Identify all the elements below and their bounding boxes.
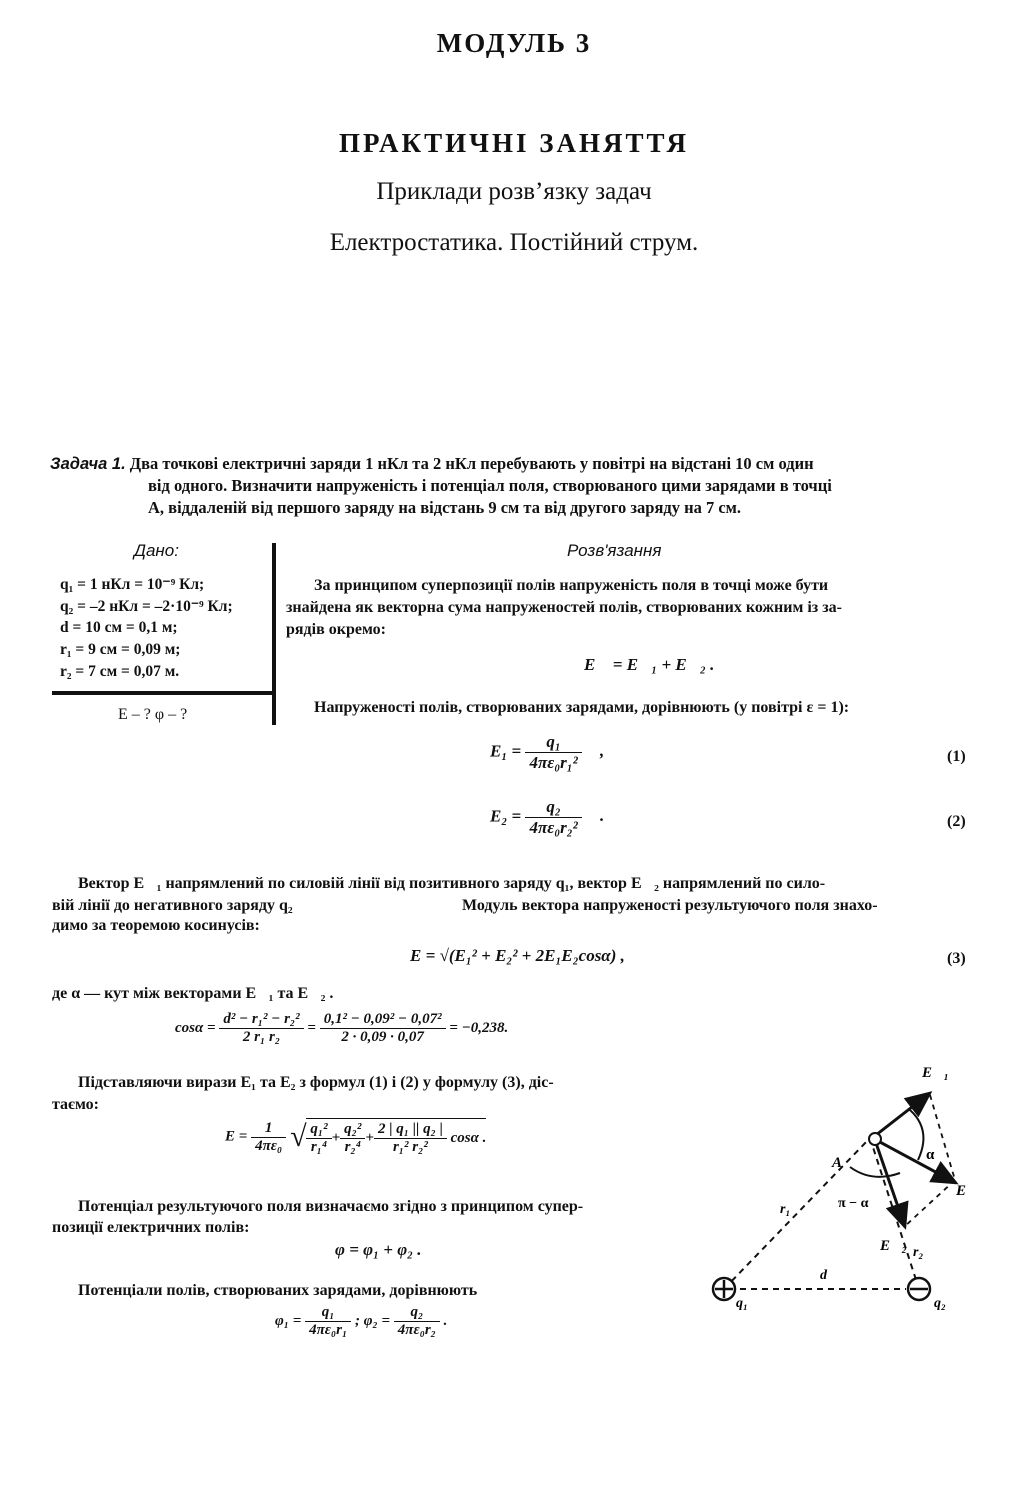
label-a: A [832,1155,843,1171]
equation-cos [175,1011,508,1046]
solution-p3-line1: Вектор E⃗₁ напрямлений по силовій лінії від позитивного заряду q₁, вектор E⃗₂ напрямлений по сило- [78,875,826,892]
eE-c-den: r₁² r₂² [392,1139,428,1155]
eE-term-b [340,1121,365,1156]
eE-term-c [374,1121,447,1156]
phi1-num: q₁ [305,1304,351,1322]
given-r1: r₁ = 9 см = 0,09 м; [60,641,181,658]
cos-result: = −0,238. [449,1019,509,1036]
solution-p5-line2: таємо: [52,1096,99,1113]
cos-lhs: cosα = [175,1019,216,1036]
label-pi-alpha: π − α [838,1196,869,1211]
given-find: E – ? φ – ? [118,706,188,723]
point-a [869,1133,881,1145]
equation-phi-sum: φ = φ₁ + φ₂ . [335,1240,422,1259]
cos-num-2: 0,1² − 0,09² − 0,07² [320,1011,446,1029]
e2-denominator: 4πε₀r₂² [529,818,578,837]
eq-number-1: (1) [947,748,966,765]
solution-p1-line3: рядів окремо: [286,621,386,638]
solution-p1-line1: За принципом суперпозиції полів напруженість поля в точці може бути [314,577,829,594]
e2-fraction [525,797,581,838]
equation-e1 [490,732,604,773]
cos-fraction-1 [219,1011,303,1046]
e1-tail: , [600,741,605,761]
r1-line [724,1138,870,1289]
phi2-fraction [394,1304,440,1339]
solution-p4: де α — кут між векторами E⃗₁ та E⃗₂ . [52,985,334,1002]
eq-number-3: (3) [947,950,966,967]
phi2-num: q₂ [394,1304,440,1322]
eE-prefactor-den: 4πε₀ [255,1137,283,1154]
parallelogram-side-1 [930,1095,955,1180]
solution-p1-line2: знайдена як векторна сума напруженостей полів, створюваних кожним із за- [286,599,842,616]
given-d: d = 10 см = 0,1 м; [60,619,178,636]
given-r2: r₂ = 7 см = 0,07 м. [60,663,180,680]
equation-e-result [225,1118,486,1156]
equation-e2 [490,797,604,838]
sqrt-icon: √ [289,1120,307,1153]
eE-lhs: E = [225,1128,248,1145]
eE-tail: cosα . [450,1129,487,1146]
eE-b-num: q₂² [340,1121,365,1139]
e1-fraction [525,732,581,773]
e1-lhs: E₁ = [490,741,522,761]
task-statement [50,453,980,519]
solution-p3-line2a: вій лінії до негативного заряду q₂ [52,897,293,914]
given-q2: q₂ = –2 нКл = –2·10⁻⁹ Кл; [60,598,233,615]
eE-c-num: 2 | q₁ || q₂ | [374,1121,447,1139]
eE-prefactor-num: 1 [251,1120,286,1138]
topic-title: Електростатика. Постійний струм. [329,229,699,256]
phi-tail: . [443,1312,448,1329]
phi1-lhs: φ₁ = [275,1312,302,1329]
e1-numerator: q₁ [525,732,581,753]
cos-den-2: 2 · 0,09 · 0,07 [341,1029,424,1045]
given-q1: q₁ = 1 нКл = 10⁻⁹ Кл; [60,576,205,593]
eE-radicand: $\frac{\text{q₁²}}{\text{r₁⁴}}$ + $\frac{\text{q₂²}}{\text{r₂⁴}}$ + $\frac{\text{2 | q₁ || q₂ |}}{\text{r₁² r₂²}}$ cosα . [306,1118,486,1156]
cos-den-1: 2 r₁ r₂ [242,1029,281,1045]
cos-mid: = [307,1019,316,1036]
phi1-den: 4πε₀r₁ [309,1322,348,1338]
equation-e3: E = √(E₁² + E₂² + 2E₁E₂cosα) , [410,946,625,965]
label-d: d [820,1268,827,1283]
vector-diagram [700,1055,990,1325]
section-title: ПРАКТИЧНІ ЗАНЯТТЯ [339,128,689,158]
solution-p3-line2b: Модуль вектора напруженості результуючого поля знахо- [462,897,878,914]
e2-tail: . [600,806,605,826]
label-r2: r₂ [913,1245,924,1260]
label-e: E⃗ [956,1183,978,1199]
subtitle: Приклади розв’язку задач [376,178,652,205]
phi2-den: 4πε₀r₂ [397,1322,436,1338]
pi-alpha-arc [850,1167,900,1177]
label-alpha: α [926,1147,935,1163]
solution-p7: Потенціали полів, створюваних зарядами, дорівнюють [78,1282,478,1299]
solution-p6-line1: Потенціал результуючого поля визначаємо згідно з принципом супер- [78,1198,584,1215]
eq-number-2: (2) [947,813,966,830]
vector-e2 [876,1143,905,1227]
solution-p6-line2: позиції електричних полів: [52,1219,250,1236]
label-q1: q₁ [736,1296,748,1311]
e2-numerator: q₂ [525,797,581,818]
parallelogram-side-2 [904,1180,955,1227]
label-q2: q₂ [934,1296,946,1311]
given-separator [272,543,276,725]
label-e1: E⃗₁ [922,1065,949,1081]
eE-term-a [306,1121,331,1156]
task-label: Задача 1. [50,455,126,473]
solution-p5-line1: Підставляючи вирази E₁ та E₂ з формул (1) і (2) у формулу (3), діс- [78,1074,554,1091]
e2-lhs: E₂ = [490,806,522,826]
task-line-1: Два точкові електричні заряди 1 нКл та 2 нКл перебувають у повітрі на відстані 10 см один [129,454,814,473]
label-e2: E⃗₂ [880,1238,907,1254]
given-title: Дано: [134,541,179,560]
equation-phi12 [275,1304,447,1339]
eE-a-num: q₁² [306,1121,331,1139]
phi-separator: ; φ₂ = [354,1312,390,1329]
phi1-fraction [305,1304,351,1339]
solution-p2: Напруженості полів, створюваних зарядами, дорівнюють (у повітрі ε = 1): [314,699,850,716]
eE-b-den: r₂⁴ [344,1139,361,1155]
label-r1: r₁ [780,1202,791,1217]
module-title: МОДУЛЬ 3 [436,28,592,58]
equation-vector-sum: E⃗ = E⃗₁ + E⃗₂ . [584,655,715,674]
e1-denominator: 4πε₀r₁² [529,753,578,772]
cos-fraction-2 [320,1011,446,1046]
given-divider [52,691,274,695]
eE-prefactor [251,1120,286,1155]
solution-title: Розв'язання [567,541,662,560]
solution-p3-line3: димо за теоремою косинусів: [52,917,260,934]
task-line-3: А, віддаленій від першого заряду на відстань 9 см та від другого заряду на 7 см. [148,498,742,517]
cos-num-1: d² − r₁² − r₂² [219,1011,303,1029]
alpha-arc [910,1110,923,1160]
eE-a-den: r₁⁴ [310,1139,328,1155]
task-line-2: від одного. Визначити напруженість і потенціал поля, створюваного цими зарядами в точці [148,476,832,495]
